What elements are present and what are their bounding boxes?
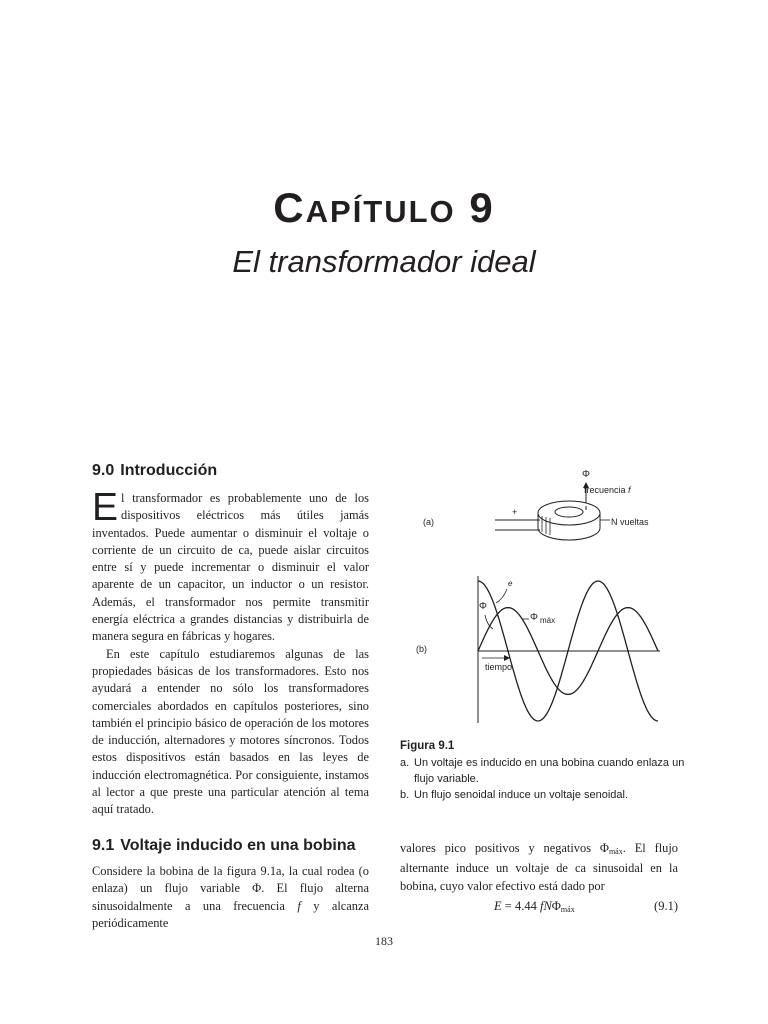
equation-9-1 — [400, 899, 680, 919]
voltage-label: e — [508, 579, 513, 588]
phi-max-inline: Φ — [599, 841, 609, 855]
caption-text-b: Un flujo senoidal induce un voltaje senoidal. — [414, 789, 629, 801]
plus-sign: + — [512, 507, 518, 517]
toroid-hole — [555, 507, 583, 517]
flux-symbol: Φ — [582, 469, 590, 480]
turns-label: N vueltas — [611, 517, 649, 527]
figure-caption-item-b — [400, 787, 700, 803]
induced-text-right — [400, 840, 678, 895]
intro-text — [92, 486, 369, 819]
section-intro-heading — [92, 461, 217, 481]
caption-marker-b: b. — [400, 789, 410, 801]
flux-symbol-inline: Φ — [252, 881, 262, 896]
intro-paragraph-1 — [92, 486, 369, 646]
page-number: 183 — [375, 934, 393, 948]
chapter-heading-initial: C — [273, 184, 306, 231]
caption-marker-a: a. — [400, 757, 410, 769]
intro-paragraph-2: En este capítulo estudiaremos algunas de las propiedades básicas de los transformadores. Esto nos ayudará a entender no sólo los transformadores comerciales abordados en capítulos posteriores, sino también el principio básico de operación de los motores de inducción, alternadores y motores síncronos. Todos estos dispositivos están basados en las leyes de inducción electromagnética. Por consiguiente, instamos al lector a que preste una particular atención al tema aquí tratado. — [92, 646, 369, 817]
phi-max-label: Φ $_{máx}$ — [530, 612, 556, 625]
time-label: tiempo — [485, 662, 513, 672]
equation-number: (9.1) — [654, 899, 678, 913]
section-induced-heading — [92, 836, 356, 856]
figure-caption — [400, 739, 700, 803]
chapter-number: 9 — [469, 184, 495, 231]
chapter-heading-rest: APÍTULO — [305, 194, 456, 229]
caption-text-a: Un voltaje es inducido en una bobina cuando enlaza un flujo variable. — [414, 757, 685, 785]
induced-text-left — [92, 863, 369, 932]
figure-caption-title: Figura 9.1 — [400, 740, 455, 752]
flux-symbol-b: Φ — [479, 601, 487, 612]
section-intro-number: 9.0 — [92, 462, 115, 479]
section-intro-title: Introducción — [120, 462, 218, 479]
figure-caption-item-a — [400, 755, 700, 787]
figure-label-a: (a) — [423, 517, 434, 527]
induced-paragraph-2: valores pico positivos y negativos $\Phi_{máx}$. El flujo alternante induce un voltaje de ca sinusoidal en la bobina, cuyo valor efectivo está dado por — [400, 841, 678, 893]
intro-paragraph-1-text: l transformador es probablemente uno de los dispositivos eléctricos más útiles jamás inventados. Puede aumentar o disminuir el voltaje o corriente de un circuito de ca, puede aislar circuitos entre sí y puede incrementar o disminuir el valor aparente de un capacitor, un inductor o un resistor. Además, el transformador nos permite transmitir energía eléctrica a grandes distancias y distribuirla de manera segura en fábricas y hogares. — [92, 491, 369, 644]
frequency-symbol-inline: f — [297, 898, 301, 913]
section-induced-number: 9.1 — [92, 837, 115, 854]
section-induced-title: Voltaje inducido en una bobina — [120, 837, 356, 854]
figure-label-b: (b) — [416, 644, 427, 654]
chapter-title: El transformador ideal — [232, 244, 536, 279]
figure-part-a — [423, 469, 649, 540]
drop-cap: E — [92, 486, 119, 529]
induced-paragraph-1: Considere la bobina de la figura 9.1a, la cual rodea (o enlaza) un flujo variable Φ. El flujo alterna sinusoidalmente a una frecuencia f y alcanza periódicamente — [92, 864, 369, 930]
frequency-label: frecuencia f — [584, 485, 631, 495]
figure-part-b — [416, 576, 660, 723]
figure-9-1 — [400, 458, 680, 728]
equation-body: E = 4.44 fNΦ$_{máx}$ — [494, 899, 575, 914]
voltage-pointer — [496, 589, 507, 603]
chapter-heading — [0, 183, 768, 237]
